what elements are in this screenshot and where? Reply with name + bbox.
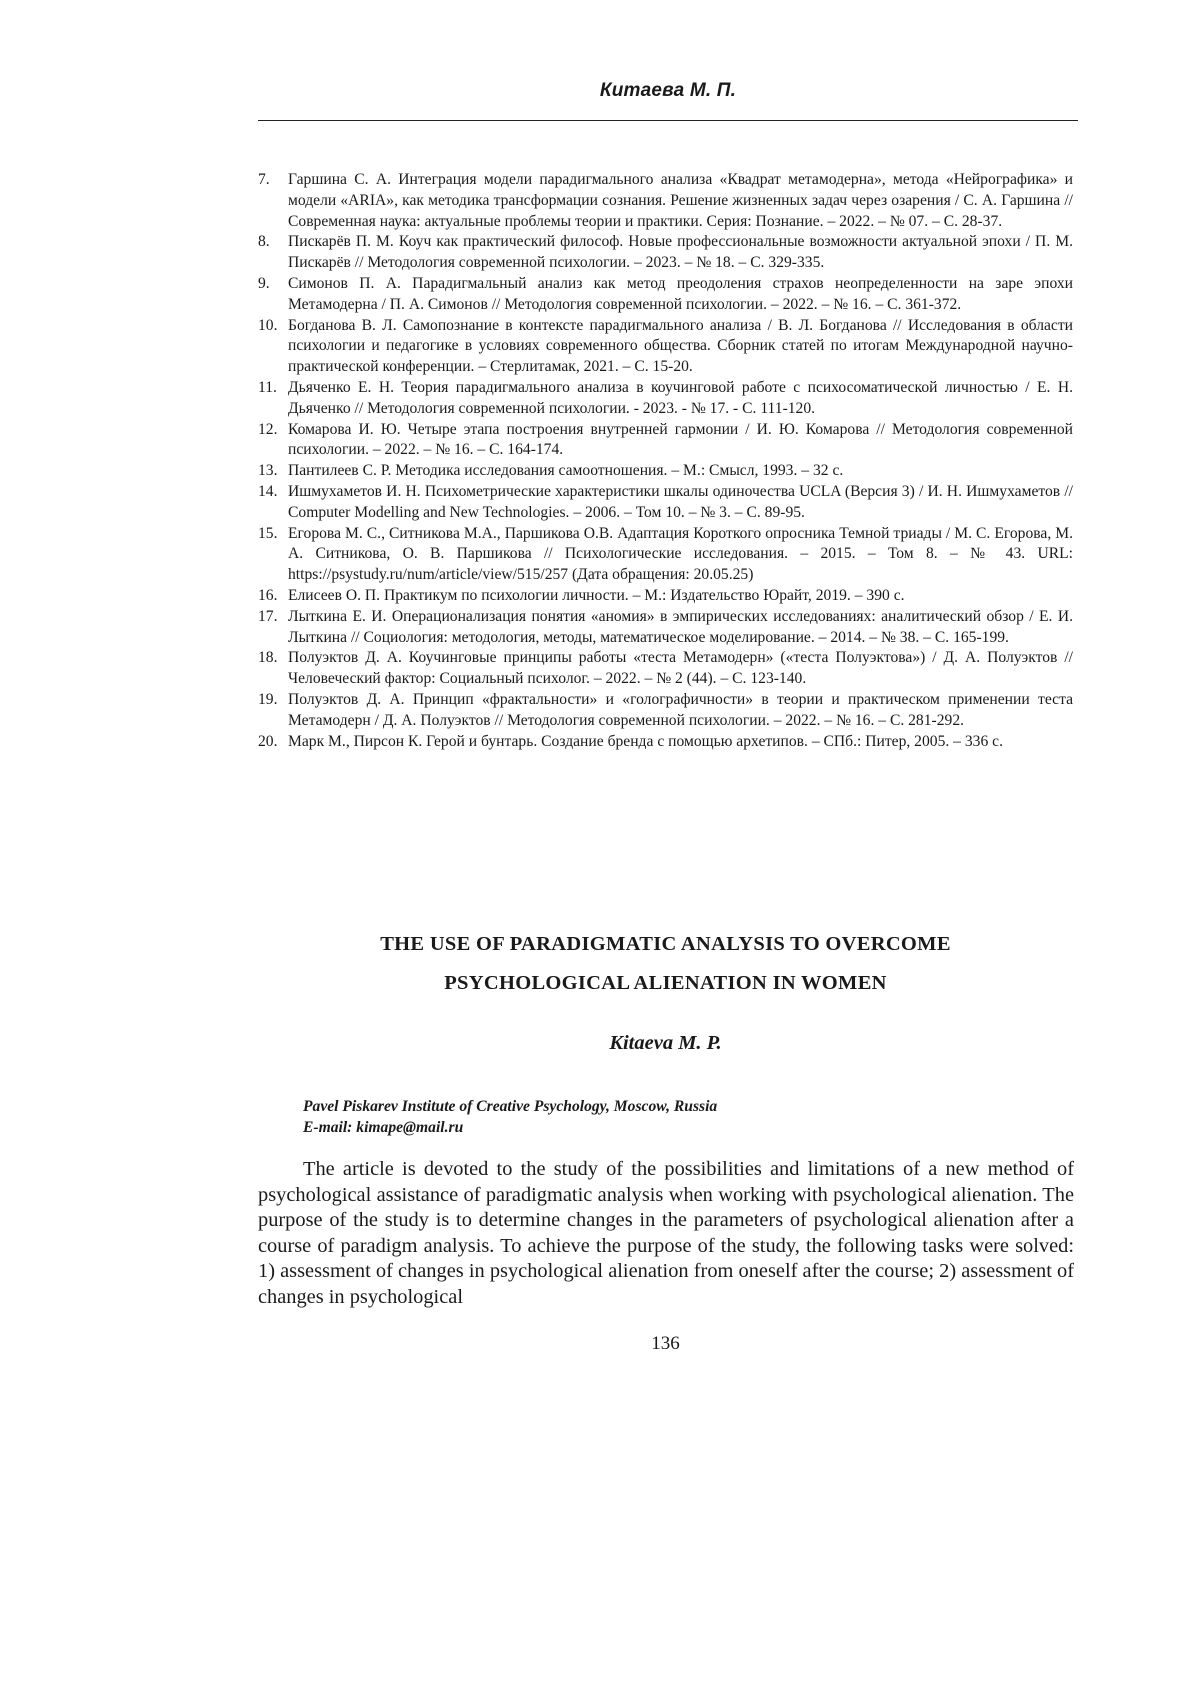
reference-text: Богданова В. Л. Самопознание в контексте парадигмального анализа / В. Л. Богданова // Исследования в области психологии и педагогике в условиях современного общества. Сборник статей по итогам Международной научно-практической конференции. – Стерлитамак, 2021. – С. 15-20.: [288, 317, 1073, 376]
reference-text: Пантилеев С. Р. Методика исследования самоотношения. – М.: Смысл, 1993. – 32 с.: [288, 462, 843, 479]
article-title-line-1: THE USE OF PARADIGMATIC ANALYSIS TO OVERCOME: [258, 925, 1073, 964]
author-affiliation-block: [303, 1096, 717, 1138]
reference-number: 9.: [258, 274, 288, 295]
reference-text: Полуэктов Д. А. Принцип «фрактальности» и «голографичности» в теории и практическом применении теста Метамодерн / Д. А. Полуэктов // Методология современной психологии. – 2022. – № 16. – С. 281-292.: [288, 691, 1073, 729]
page-number: 136: [258, 1333, 1073, 1355]
reference-item: [258, 586, 1073, 607]
reference-item: [258, 274, 1073, 316]
reference-number: 18.: [258, 648, 288, 669]
reference-item: [258, 420, 1073, 462]
reference-text: Лыткина Е. И. Операционализация понятия «аномия» в эмпирических исследованиях: аналитический обзор / Е. И. Лыткина // Социология: методология, методы, математическое моделирование. – 2014. – № 38. – С. 165-199.: [288, 608, 1073, 646]
reference-number: 14.: [258, 482, 288, 503]
article-title: [258, 925, 1073, 1003]
reference-number: 7.: [258, 170, 288, 191]
reference-item: [258, 378, 1073, 420]
reference-text: Дьяченко Е. Н. Теория парадигмального анализа в коучинговой работе с психосоматической личностью / Е. Н. Дьяченко // Методология современной психологии. - 2023. - № 17. - С. 111-120.: [288, 379, 1073, 417]
header-rule: [258, 120, 1078, 121]
reference-item: [258, 732, 1073, 753]
article-title-line-2: PSYCHOLOGICAL ALIENATION IN WOMEN: [258, 964, 1073, 1003]
reference-item: [258, 524, 1073, 586]
reference-text: Ишмухаметов И. Н. Психометрические характеристики шкалы одиночества UCLA (Версия 3) / И. Н. Ишмухаметов // Computer Modelling and New Technologies. – 2006. – Том 10. – № 3. – С. 89-95.: [288, 483, 1073, 521]
reference-number: 13.: [258, 461, 288, 482]
reference-number: 16.: [258, 586, 288, 607]
reference-number: 20.: [258, 732, 288, 753]
reference-number: 12.: [258, 420, 288, 441]
reference-text: Марк М., Пирсон К. Герой и бунтарь. Создание бренда с помощью архетипов. – СПб.: Питер, 2005. – 336 с.: [288, 733, 1003, 750]
reference-text: Егорова М. С., Ситникова М.А., Паршикова О.В. Адаптация Короткого опросника Темной триады / М. С. Егорова, М. А. Ситникова, О. В. Паршикова // Психологические исследования. – 2015. – Том 8. – № 43. URL: https://psystudy.ru/num/article/view/515/257 (Дата обращения: 20.05.25): [288, 525, 1073, 584]
reference-text: Комарова И. Ю. Четыре этапа построения внутренней гармонии / И. Ю. Комарова // Методология современной психологии. – 2022. – № 16. – С. 164-174.: [288, 421, 1073, 459]
reference-number: 8.: [258, 232, 288, 253]
reference-text: Полуэктов Д. А. Коучинговые принципы работы «теста Метамодерн» («теста Полуэктова») / Д. А. Полуэктов // Человеческий фактор: Социальный психолог. – 2022. – № 2 (44). – С. 123-140.: [288, 649, 1073, 687]
reference-item: [258, 316, 1073, 378]
reference-item: [258, 607, 1073, 649]
reference-item: [258, 170, 1073, 232]
abstract-paragraph: The article is devoted to the study of the possibilities and limitations of a new method of psychological assistance of paradigmatic analysis when working with psychological alienation. The purpose of the study is to determine changes in the parameters of psychological alienation after a course of paradigm analysis. To achieve the purpose of the study, the following tasks were solved: 1) assessment of changes in psychological alienation from oneself after the course; 2) assessment of changes in psychological: [258, 1157, 1074, 1285]
reference-text: Пискарёв П. М. Коуч как практический философ. Новые профессиональные возможности актуальной эпохи / П. М. Пискарёв // Методология современной психологии. – 2023. – № 18. – С. 329-335.: [288, 233, 1073, 271]
article-author: Kitaeva M. P.: [258, 1032, 1073, 1055]
author-email: E-mail: kimape@mail.ru: [303, 1117, 717, 1138]
reference-item: [258, 461, 1073, 482]
reference-item: [258, 232, 1073, 274]
reference-number: 17.: [258, 607, 288, 628]
reference-list: [258, 170, 1073, 752]
reference-item: [258, 482, 1073, 524]
reference-text: Гаршина С. А. Интеграция модели парадигмального анализа «Квадрат метамодерна», метода «Нейрографика» и модели «ARIA», как методика трансформации сознания. Решение жизненных задач через озарения / С. А. Гаршина // Современная наука: актуальные проблемы теории и практики. Серия: Познание. – 2022. – № 07. – С. 28-37.: [288, 171, 1073, 230]
reference-number: 10.: [258, 316, 288, 337]
author-affiliation: Pavel Piskarev Institute of Creative Psychology, Moscow, Russia: [303, 1096, 717, 1117]
reference-number: 15.: [258, 524, 288, 545]
reference-item: [258, 648, 1073, 690]
reference-item: [258, 690, 1073, 732]
reference-text: Елисеев О. П. Практикум по психологии личности. – М.: Издательство Юрайт, 2019. – 390 с.: [288, 587, 905, 604]
reference-number: 11.: [258, 378, 288, 399]
running-head: Китаева М. П.: [258, 80, 1078, 102]
reference-text: Симонов П. А. Парадигмальный анализ как метод преодоления страхов неопределенности на заре эпохи Метамодерна / П. А. Симонов // Методология современной психологии. – 2022. – № 16. – С. 361-372.: [288, 275, 1073, 313]
reference-number: 19.: [258, 690, 288, 711]
